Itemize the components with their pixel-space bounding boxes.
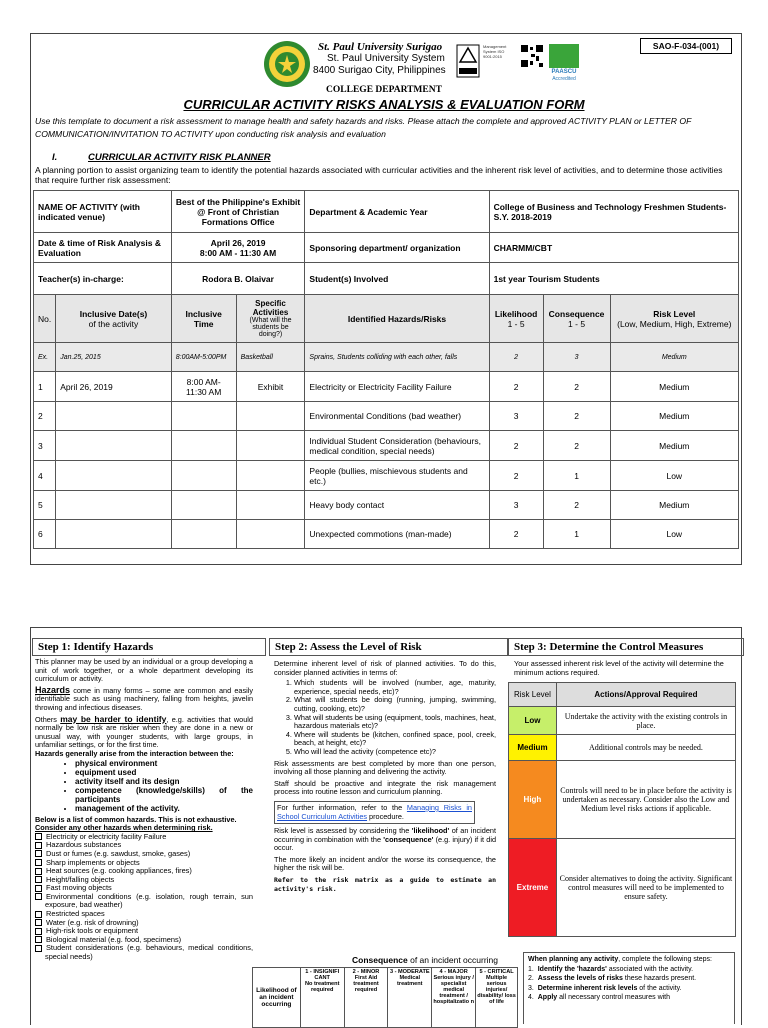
checklist-item[interactable]: Height/falling objects [35,876,253,885]
date-value: April 26, 2019 8:00 AM - 11:30 AM [171,233,305,263]
department-value: College of Business and Technology Freshmen Students- S.Y. 2018-2019 [489,191,738,233]
section-description: A planning portion to assist organizing team to identify the potential hazards associated with curricular activities and the inherent risk level of activities, and to determine those activities that require further risk assessment: [35,165,723,185]
sponsor-value: CHARMM/CBT [489,233,738,263]
row-no: 3 [34,431,56,461]
sponsor-label: Sponsoring department/ organization [305,233,489,263]
checklist-item[interactable]: Dust or fumes (e.g. sawdust, smoke, gases) [35,850,253,859]
checkbox-icon[interactable] [35,833,42,840]
risk-high-action: Controls will need to be in place before the activity is undertaken as necessary. Consider also the Low and Medium level risks actions if applicable. [556,761,735,839]
list-item: 1. Which students will be involved (number, age, maturity, experience, special needs, etc)? [294,679,496,696]
section-title: CURRICULAR ACTIVITY RISK PLANNER [88,152,271,163]
date-label: Date & time of Risk Analysis & Evaluation [34,233,172,263]
checkbox-icon[interactable] [35,893,42,900]
row-risk: Low [610,520,738,549]
row-time: 8:00 AM- 11:30 AM [171,372,236,402]
row-activity [236,461,305,491]
checkbox-icon[interactable] [35,936,42,943]
row-consequence: 2 [543,431,610,461]
step2-content [274,660,496,893]
cert-text: Management System ISO 9001:2015 [483,44,507,59]
checkbox-icon[interactable] [35,876,42,883]
matrix-col-2: 2 - MINOR First Aid treatment required [344,968,388,1028]
row-time [171,491,236,520]
col-risk: Risk Level (Low, Medium, High, Extreme) [610,295,738,343]
row-date [56,431,172,461]
matrix-col-5: 5 - CRITICAL Multiple serious injuries/ disability/ loss of life [476,968,518,1028]
row-time [171,402,236,431]
checkbox-icon[interactable] [35,945,42,952]
matrix-col-1: 1 - INSIGNIFI CANT No treatment required [300,968,344,1028]
step1-content [35,658,253,962]
step1-title: Step 1: Identify Hazards [32,638,266,656]
hazard-checklist [35,833,253,962]
risk-extreme-action: Consider alternatives to doing the activity. Significant control measures will need to be implemented to ensure safety. [556,839,735,937]
col-time: Inclusive Time [171,295,236,343]
checkbox-icon[interactable] [35,928,42,935]
step1-list-note: Below is a list of common hazards. This is not exhaustive. [35,814,237,824]
example-likelihood: 2 [489,343,543,372]
checkbox-icon[interactable] [35,868,42,875]
row-consequence: 2 [543,402,610,431]
row-date: April 26, 2019 [56,372,172,402]
students-value: 1st year Tourism Students [489,263,738,295]
step2-para2: Risk assessments are best completed by more than one person, involving all those planning and delivering the activity. [274,758,496,777]
list-item: • management of the activity. [75,804,253,813]
planning-step: 4. Apply all necessary control measures with [528,994,671,1001]
step1-list-note-2: Consider any other hazards when determining risk. [35,823,213,833]
university-name: St. Paul University Surigao [318,41,443,53]
certification-logo-icon [456,44,480,78]
row-hazard: People (bullies, mischievous students and etc.) [305,461,489,491]
step2-para3: Staff should be proactive and integrate the risk management process into routine lesson and curriculum planning. [274,778,496,797]
col-likelihood: Likelihood 1 - 5 [489,295,543,343]
matrix-title: Consequence of an incident occurring [352,955,498,965]
checklist-item[interactable]: Environmental conditions (e.g. isolation, rough terrain, sun exposure, bad weather) [35,893,253,910]
matrix-col-3: 3 - MODERATE Medical treatment [388,968,432,1028]
planning-lead: When planning any activity, complete the following steps: [528,956,713,963]
checklist-item[interactable]: Student considerations (e.g. behaviours, medical conditions, special needs) [35,944,253,961]
form-code: SAO-F-034-(001) [640,38,732,54]
list-item: 3. What will students be using (equipment, tools, machines, heat, hazardous materials etc)? [294,714,496,731]
row-date [56,491,172,520]
qr-code-icon [520,44,544,68]
matrix-col-4: 4 - MAJOR Serious injury / specialist medical treatment / hospitalizatio n [432,968,476,1028]
row-hazard: Environmental Conditions (bad weather) [305,402,489,431]
row-consequence: 1 [543,520,610,549]
example-risk: Medium [610,343,738,372]
row-consequence: 2 [543,491,610,520]
row-date [56,520,172,549]
row-risk: Medium [610,491,738,520]
table-row [34,372,739,402]
step3-title: Step 3: Determine the Control Measures [508,638,744,656]
risk-level-header: Risk Level [509,683,557,707]
step2-para6: Refer to the risk matrix as a guide to estimate an activity's risk. [274,876,496,893]
col-dates: Inclusive Date(s) of the activity [56,295,172,343]
managing-risks-link[interactable]: Managing Risks in School Curriculum Activities [277,802,472,821]
table-row [34,431,739,461]
col-consequence: Consequence 1 - 5 [543,295,610,343]
step3-intro: Your assessed inherent risk level of the activity will determine the minimum actions required. [514,659,724,677]
paascu-logo-icon [549,44,579,68]
table-row [34,461,739,491]
step1-bullets [35,759,253,813]
step1-hazards-text: Hazards come in many forms – some are common and easily identifiable such as using machinery, falling from heights, javelin throwing and infectious diseases. [35,684,253,712]
checkbox-icon[interactable] [35,911,42,918]
activity-name-value: Best of the Philippine's Exhibit @ Front of Christian Formations Office [171,191,305,233]
matrix-row-label: Likelihood of an incident occurring [253,968,301,1028]
risk-low: Low [509,707,557,735]
checkbox-icon[interactable] [35,919,42,926]
row-no: 2 [34,402,56,431]
row-hazard: Unexpected commotions (man-made) [305,520,489,549]
actions-header: Actions/Approval Required [556,683,735,707]
checklist-item[interactable]: Electricity or electricity facility Failure [35,833,253,842]
row-likelihood: 2 [489,461,543,491]
list-item: • equipment used [75,768,253,777]
row-activity [236,431,305,461]
risk-high: High [509,761,557,839]
example-no: Ex. [34,343,56,372]
students-label: Student(s) Involved [305,263,489,295]
row-date [56,402,172,431]
step2-list [274,679,496,756]
department-title: COLLEGE DEPARTMENT [326,85,442,95]
row-activity [236,520,305,549]
col-specific: Specific Activities (What will the students be doing?) [236,295,305,343]
row-no: 6 [34,520,56,549]
risk-medium-action: Additional controls may be needed. [556,735,735,761]
row-time [171,520,236,549]
checklist-item[interactable]: Biological material (e.g. food, specimens) [35,936,253,945]
table-row [34,402,739,431]
row-no: 4 [34,461,56,491]
step1-interaction-heading: Hazards generally arise from the interaction between the: [35,748,234,758]
list-item: • competence (knowledge/skills) of the participants [75,786,253,804]
row-risk: Medium [610,372,738,402]
risk-level-table [508,682,736,937]
step2-para5: The more likely an incident and/or the worse its consequence, the higher the risk will be. [274,854,496,873]
teacher-label: Teacher(s) in-charge: [34,263,172,295]
row-hazard: Individual Student Consideration (behaviours, medical condition, special needs) [305,431,489,461]
row-consequence: 1 [543,461,610,491]
planning-step: 1. Identify the 'hazards' associated with the activity. [528,965,694,973]
list-item: 5. Who will lead the activity (competence etc)? [294,748,496,757]
list-item: 4. Where will students be (kitchen, confined space, pool, creek, beach, at height, etc)? [294,731,496,748]
checkbox-icon[interactable] [35,850,42,857]
consequence-matrix [252,967,518,1028]
row-no: 1 [34,372,56,402]
example-date: Jan.25, 2015 [56,343,172,372]
checklist-item[interactable]: Restricted spaces [35,910,253,919]
paascu-label: PAASCU [551,69,577,75]
planning-steps-box [523,952,735,1024]
row-hazard: Heavy body contact [305,491,489,520]
risk-low-action: Undertake the activity with the existing controls in place. [556,707,735,735]
row-activity [236,491,305,520]
checklist-item[interactable]: Fast moving objects [35,884,253,893]
list-item: • physical environment [75,759,253,768]
row-date [56,461,172,491]
row-likelihood: 2 [489,431,543,461]
checklist-item[interactable]: Hazardous substances [35,841,253,850]
checklist-item[interactable]: Sharp implements or objects [35,859,253,868]
step2-para4: Risk level is assessed by considering the 'likelihood' of an incident occurring in combination with the 'consequence' (e.g. injury) if it did occur. [274,826,497,853]
col-hazards: Identified Hazards/Risks [305,295,489,343]
step1-intro: This planner may be used by an individual or a group developing a unit of work together, or a whole department developing its curriculum or activity. [35,657,253,684]
form-title: CURRICULAR ACTIVITY RISKS ANALYSIS & EVALUATION FORM [183,97,585,112]
checklist-item[interactable]: Heat sources (e.g. cooking appliances, fires) [35,867,253,876]
row-risk: Medium [610,431,738,461]
row-risk: Medium [610,402,738,431]
risk-medium: Medium [509,735,557,761]
paascu-sub: Accredited [552,76,576,82]
planning-step: 3. Determine inherent risk levels of the activity. [528,984,682,992]
row-time [171,461,236,491]
activity-name-label: NAME OF ACTIVITY (with indicated venue) [34,191,172,233]
checklist-item[interactable]: Water (e.g. risk of drowning) [35,919,253,928]
row-likelihood: 2 [489,372,543,402]
form-instructions: Use this template to document a risk assessment to manage health and safety hazards and risks. Please attach the complete and approved ACTIVITY PLAN or LETTER OF COMMUNICATION/INVITATION TO ACTIVITY upon conducting risk analysis and evaluation [35,116,692,139]
university-seal-icon [263,40,311,88]
activity-risk-table [33,190,739,549]
row-time [171,431,236,461]
row-activity: Exhibit [236,372,305,402]
table-row [34,520,739,549]
step2-reference-box: For further information, refer to the Managing Risks in School Curriculum Activities procedure. [274,801,475,824]
row-likelihood: 2 [489,520,543,549]
example-consequence: 3 [543,343,610,372]
example-hazard: Sprains, Students colliding with each other, falls [305,343,489,372]
step2-title: Step 2: Assess the Level of Risk [269,638,508,656]
row-likelihood: 3 [489,491,543,520]
university-system: St. Paul University System [327,53,445,64]
list-item: 2. What will students be doing (running, jumping, swimming, cutting, cooking, etc)? [294,696,496,713]
row-no: 5 [34,491,56,520]
checklist-item[interactable]: High-risk tools or equipment [35,927,253,936]
row-hazard: Electricity or Electricity Facility Failure [305,372,489,402]
checkbox-icon[interactable] [35,885,42,892]
col-no: No. [34,295,56,343]
planning-step: 2. Assess the levels of risks these hazards present. [528,975,697,982]
risk-extreme: Extreme [509,839,557,937]
row-likelihood: 3 [489,402,543,431]
table-row [34,491,739,520]
example-activity: Basketball [236,343,305,372]
teacher-value: Rodora B. Olaivar [171,263,305,295]
list-item: • activity itself and its design [75,777,253,786]
example-time: 8:00AM-5:00PM [171,343,236,372]
checkbox-icon[interactable] [35,842,42,849]
row-activity [236,402,305,431]
step2-intro: Determine inherent level of risk of planned activities. To do this, consider planned activities in terms of: [274,659,496,677]
row-consequence: 2 [543,372,610,402]
step1-others-text: Others may be harder to identify, e.g. activities that would normally be low risk are riskier when they are done in a new or unusual way, with younger students, with large groups, in unfamiliar settings, or for the first time. [35,713,253,750]
university-address: 8400 Surigao City, Philippines [313,65,446,76]
department-label: Department & Academic Year [305,191,489,233]
section-number: I. [52,152,58,163]
checkbox-icon[interactable] [35,859,42,866]
row-risk: Low [610,461,738,491]
